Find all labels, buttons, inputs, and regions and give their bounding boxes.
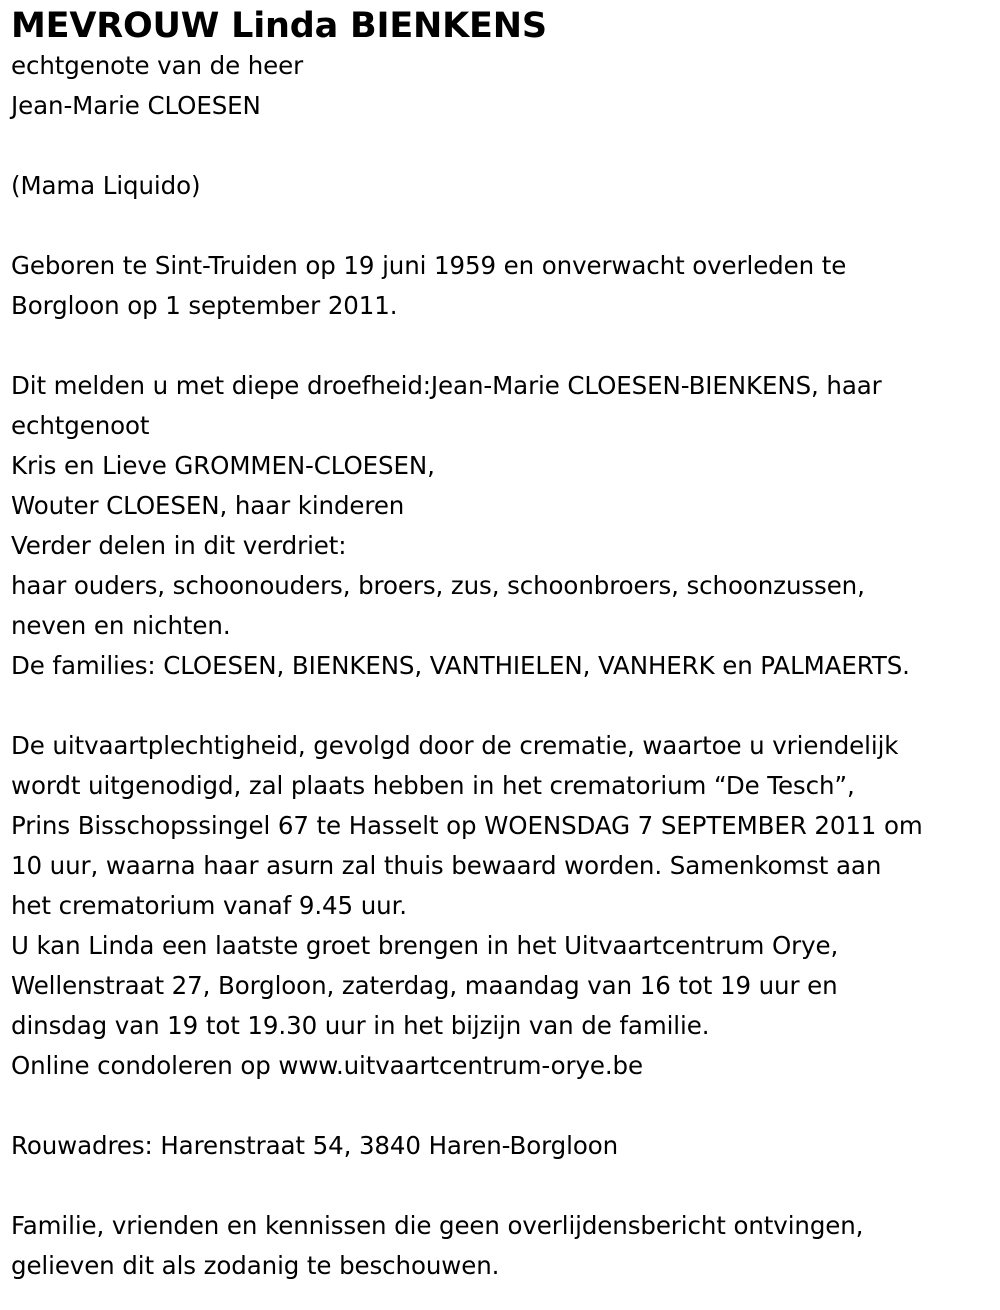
paragraph-line: wordt uitgenodigd, zal plaats hebben in het crematorium “De Tesch”, bbox=[11, 771, 855, 800]
spacer bbox=[11, 686, 996, 726]
mourning-address bbox=[11, 1126, 996, 1166]
paragraph-line: 10 uur, waarna haar asurn zal thuis bewaard worden. Samenkomst aan bbox=[11, 851, 882, 880]
paragraph-line: Prins Bisschopssingel 67 te Hasselt op WOENSDAG 7 SEPTEMBER 2011 om bbox=[11, 811, 923, 840]
paragraph-line: U kan Linda een laatste groet brengen in het Uitvaartcentrum Orye, bbox=[11, 931, 839, 960]
paragraph-line: dinsdag van 19 tot 19.30 uur in het bijzijn van de familie. bbox=[11, 1011, 710, 1040]
paragraph-line: De families: CLOESEN, BIENKENS, VANTHIELEN, VANHERK en PALMAERTS. bbox=[11, 651, 910, 680]
paragraph-line: Borgloon op 1 september 2011. bbox=[11, 291, 398, 320]
paragraph-line: De uitvaartplechtigheid, gevolgd door de crematie, waartoe u vriendelijk bbox=[11, 731, 899, 760]
nickname: (Mama Liquido) bbox=[11, 171, 201, 200]
spacer bbox=[11, 1166, 996, 1206]
paragraph-line: neven en nichten. bbox=[11, 611, 231, 640]
ceremony-paragraph bbox=[11, 726, 996, 1086]
spacer bbox=[11, 126, 996, 166]
spacer bbox=[11, 206, 996, 246]
intro-line: echtgenote van de heer bbox=[11, 51, 304, 80]
deceased-name-heading: MEVROUW Linda BIENKENS bbox=[11, 6, 547, 46]
spouse-intro bbox=[11, 46, 996, 126]
paragraph-line: Verder delen in dit verdriet: bbox=[11, 531, 347, 560]
family-paragraph bbox=[11, 366, 996, 686]
paragraph-line: Kris en Lieve GROMMEN-CLOESEN, bbox=[11, 451, 435, 480]
condolence-website-line: Online condoleren op www.uitvaartcentrum-orye.be bbox=[11, 1051, 643, 1080]
address-line: Rouwadres: Harenstraat 54, 3840 Haren-Borgloon bbox=[11, 1131, 619, 1160]
spacer bbox=[11, 326, 996, 366]
paragraph-line: echtgenoot bbox=[11, 411, 150, 440]
paragraph-line: Wouter CLOESEN, haar kinderen bbox=[11, 491, 405, 520]
paragraph-line: Wellenstraat 27, Borgloon, zaterdag, maandag van 16 tot 19 uur en bbox=[11, 971, 838, 1000]
paragraph-line: gelieven dit als zodanig te beschouwen. bbox=[11, 1251, 500, 1280]
paragraph-line: Dit melden u met diepe droefheid:Jean-Marie CLOESEN-BIENKENS, haar bbox=[11, 371, 882, 400]
paragraph-line: haar ouders, schoonouders, broers, zus, schoonbroers, schoonzussen, bbox=[11, 571, 865, 600]
obituary-document bbox=[11, 0, 996, 1286]
paragraph-line: het crematorium vanaf 9.45 uur. bbox=[11, 891, 407, 920]
intro-line: Jean-Marie CLOESEN bbox=[11, 91, 261, 120]
closing-paragraph bbox=[11, 1206, 996, 1286]
nickname-block bbox=[11, 166, 996, 206]
paragraph-line: Geboren te Sint-Truiden op 19 juni 1959 en onverwacht overleden te bbox=[11, 251, 847, 280]
paragraph-line: Familie, vrienden en kennissen die geen overlijdensbericht ontvingen, bbox=[11, 1211, 864, 1240]
birth-death-paragraph bbox=[11, 246, 996, 326]
spacer bbox=[11, 1086, 996, 1126]
